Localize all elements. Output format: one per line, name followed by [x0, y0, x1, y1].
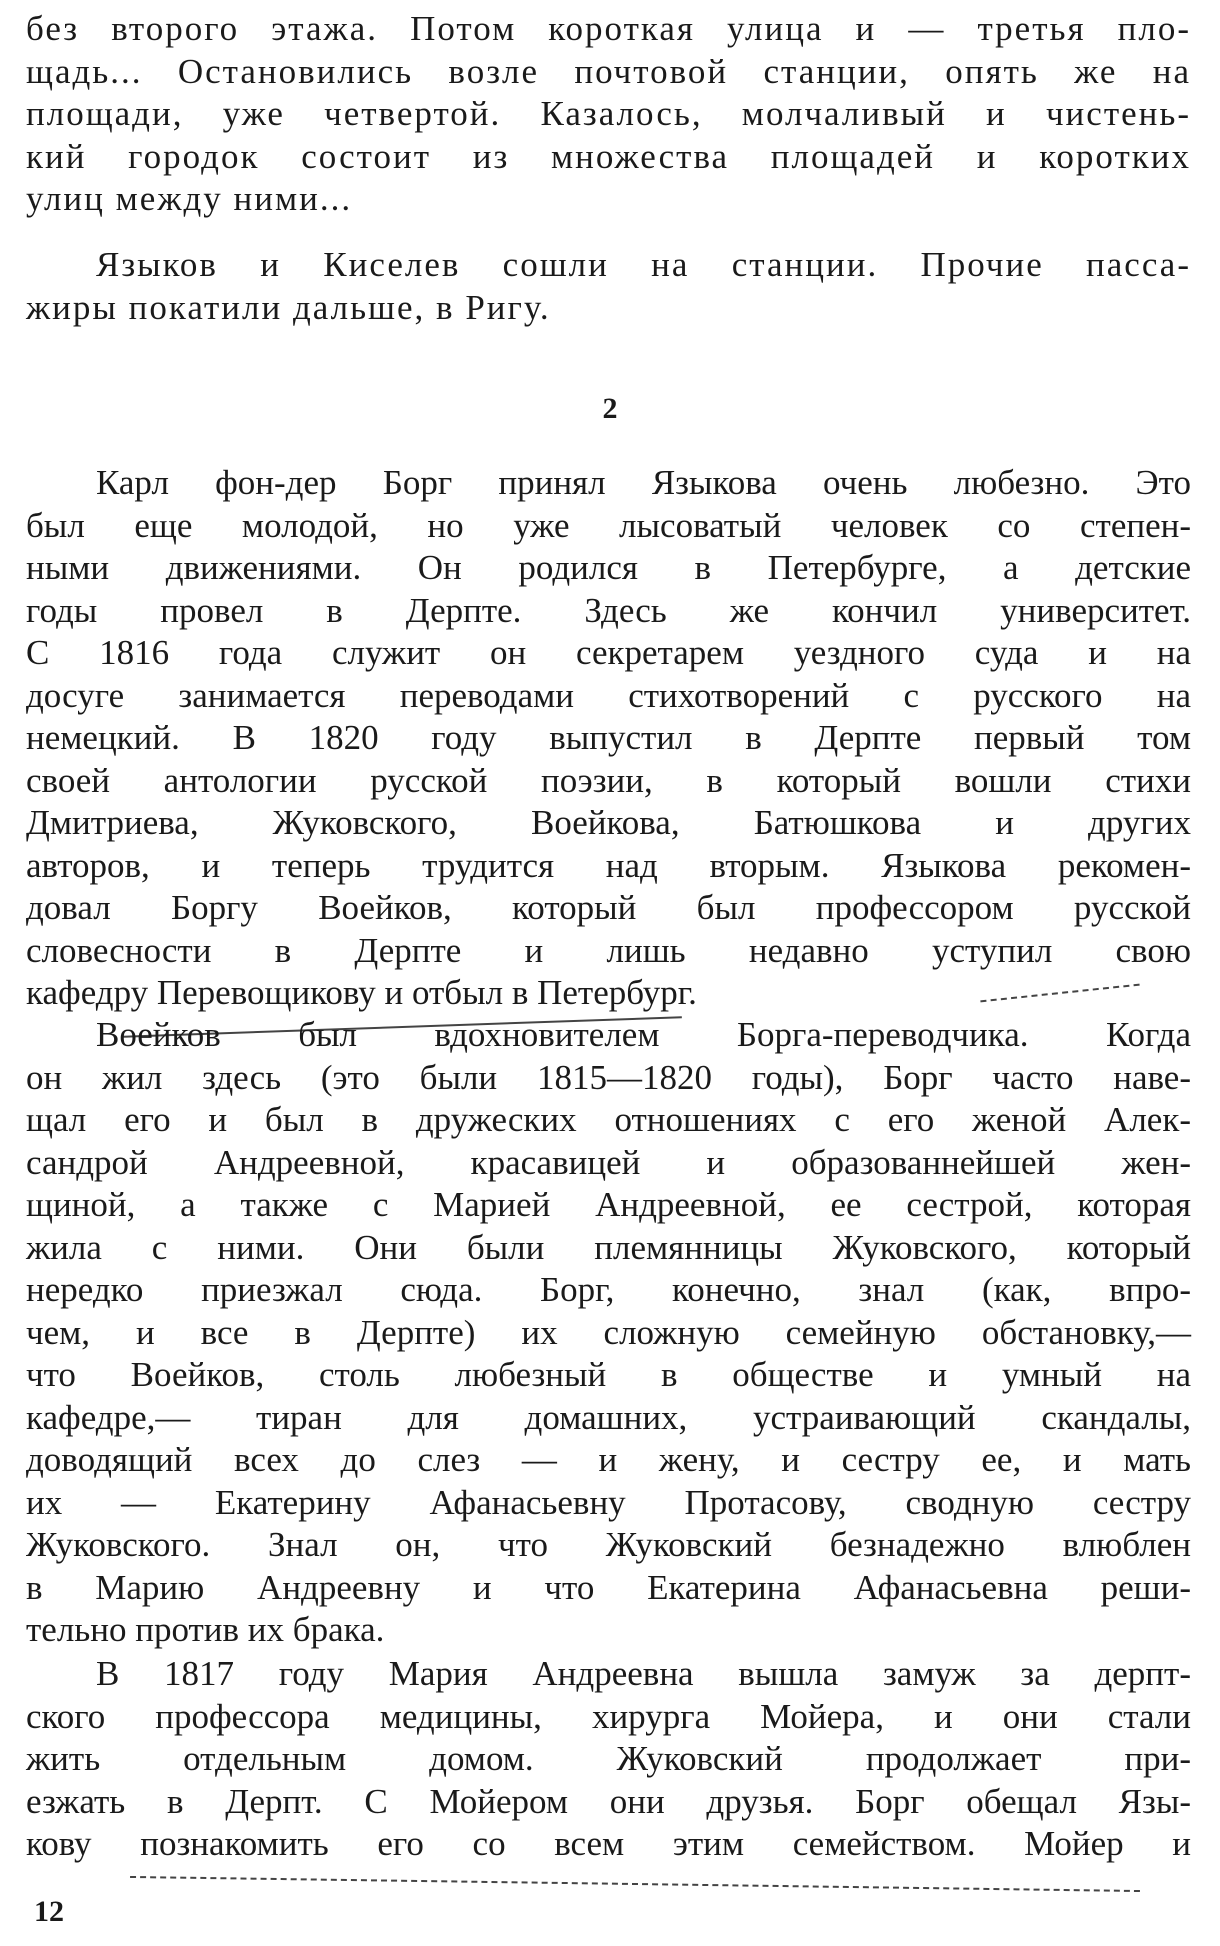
- text-line: Воейков был вдохновителем Борга-переводчика. Когда: [96, 1015, 1191, 1054]
- text-line: немецкий. В 1820 году выпустил в Дерпте первый том: [26, 718, 1191, 757]
- text-line: чем, и все в Дерпте) их сложную семейную обстановку,—: [26, 1312, 1191, 1352]
- text-line: он жил здесь (это были 1815—1820 годы), Борг часто наве-: [26, 1057, 1191, 1097]
- text-line: кий городок состоит из множества площадей и коротких: [26, 136, 1191, 176]
- text-line: авторов, и теперь трудится над вторым. Языкова рекомен-: [26, 845, 1191, 885]
- text-line: Карл фон-дер Борг принял Языкова очень любезно. Это: [96, 463, 1191, 502]
- text-line: щиной, а также с Марией Андреевной, ее сестрой, которая: [26, 1185, 1191, 1224]
- text-line: Жуковского. Знал он, что Жуковский безнадежно влюблен: [26, 1525, 1191, 1564]
- text-line: сандрой Андреевной, красавицей и образованнейшей жен-: [26, 1142, 1191, 1182]
- text-line: их — Екатерину Афанасьевну Протасову, сводную сестру: [26, 1482, 1191, 1522]
- text-line: площади, уже четвертой. Казалось, молчаливый и чистень-: [26, 94, 1191, 133]
- text-line: улиц между ними...: [26, 179, 353, 218]
- paragraph-stations: [26, 244, 1191, 329]
- paragraph-opening: [26, 8, 1191, 221]
- page-number: 12: [34, 1895, 64, 1928]
- text-line: кафедру Перевощикову и отбыл в Петербург.: [26, 973, 697, 1012]
- text-line: был еще молодой, но уже лысоватый человек со степен-: [26, 505, 1191, 545]
- section-number: 2: [602, 392, 618, 425]
- text-line: Дмитриева, Жуковского, Воейкова, Батюшкова и других: [26, 803, 1191, 842]
- text-line: без второго этажа. Потом короткая улица и — третья пло-: [26, 9, 1191, 48]
- text-line: жиры покатили дальше, в Ригу.: [26, 287, 551, 327]
- text-line: в Марию Андреевну и что Екатерина Афанасьевна реши-: [26, 1567, 1191, 1607]
- text-line: В 1817 году Мария Андреевна вышла замуж за дерпт-: [96, 1654, 1191, 1693]
- text-line: досуге занимается переводами стихотворений с русского на: [26, 675, 1191, 715]
- text-line: кафедре,— тиран для домашних, устраивающий скандалы,: [26, 1397, 1191, 1437]
- text-line: доводящий всех до слез — и жену, и сестру ее, и мать: [26, 1440, 1191, 1479]
- text-line: довал Боргу Воейков, который был профессором русской: [26, 888, 1191, 927]
- text-line: кову познакомить его со всем этим семейством. Мойер и: [26, 1824, 1191, 1863]
- text-line: жить отдельным домом. Жуковский продолжает при-: [26, 1739, 1191, 1778]
- text-line: С 1816 года служит он секретарем уездного суда и на: [26, 633, 1191, 672]
- text-line: щадь... Остановились возле почтовой станции, опять же на: [26, 51, 1191, 91]
- text-line: словесности в Дерпте и лишь недавно уступил свою: [26, 930, 1191, 970]
- paragraph-borg: [26, 462, 1191, 1015]
- text-line: тельно против их брака.: [26, 1610, 385, 1649]
- text-line: щал его и был в дружеских отношениях с его женой Алек-: [26, 1100, 1191, 1139]
- text-line: ными движениями. Он родился в Петербурге, а детские: [26, 548, 1191, 587]
- text-line: что Воейков, столь любезный в обществе и умный на: [26, 1355, 1191, 1394]
- text-line: жила с ними. Они были племянницы Жуковского, который: [26, 1227, 1191, 1267]
- text-line: своей антологии русской поэзии, в который вошли стихи: [26, 760, 1191, 800]
- paragraph-voeikov: [26, 1014, 1191, 1652]
- text-line: годы провел в Дерпте. Здесь же кончил университет.: [26, 590, 1191, 630]
- text-line: ского профессора медицины, хирурга Мойера, и они стали: [26, 1696, 1191, 1736]
- text-line: Языков и Киселев сошли на станции. Прочие пасса-: [96, 245, 1191, 284]
- pencil-underline-mark: [130, 1876, 1140, 1892]
- paragraph-moyer: [26, 1653, 1191, 1866]
- text-line: нередко приезжал сюда. Борг, конечно, знал (как, впро-: [26, 1270, 1191, 1309]
- text-line: езжать в Дерпт. С Мойером они друзья. Борг обещал Язы-: [26, 1781, 1191, 1821]
